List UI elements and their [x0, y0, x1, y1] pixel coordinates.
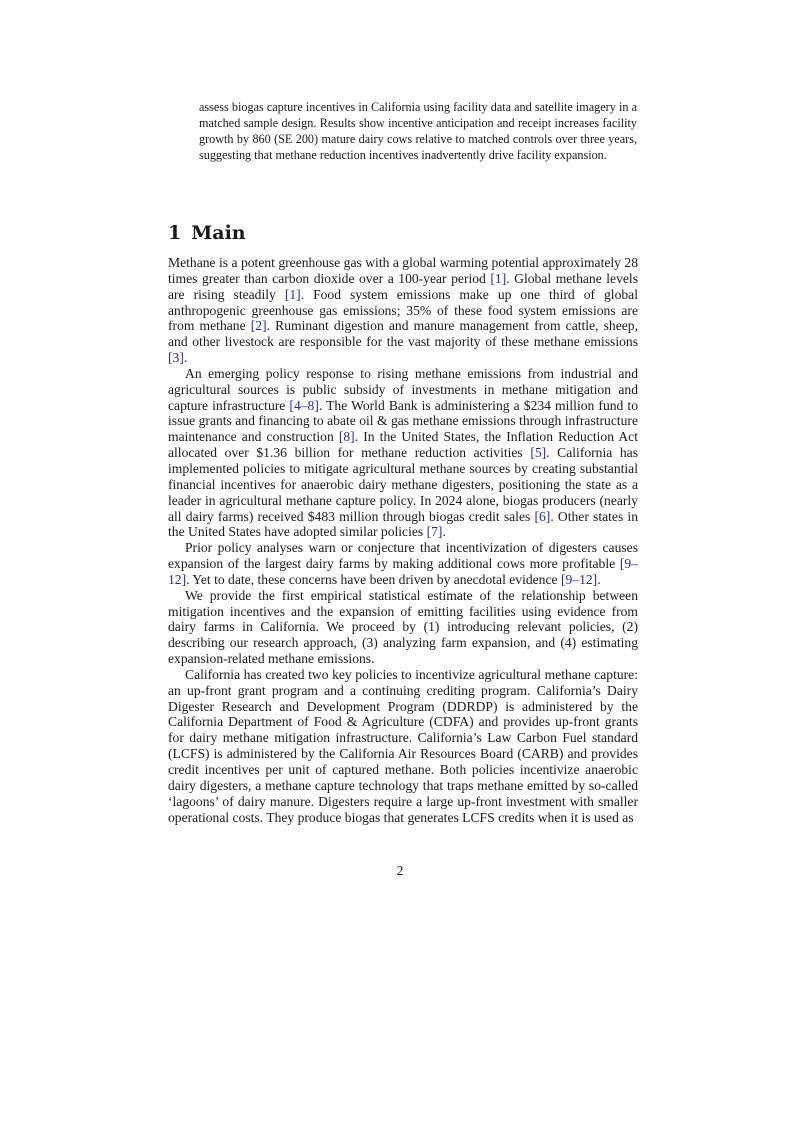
- citation-link[interactable]: [8]: [338, 429, 355, 445]
- text-run: . In the United States, the Inflation Reduction Act allocated over $1.36 billion for methane reduction activities: [168, 429, 638, 461]
- paragraph-5: California has created two key policies to incentivize agricultural methane capture: an up-front grant program and a continuing crediting program. California’s Dairy Digester Research and Development Program (DDRDP) is administered by the California Department of Food & Agriculture (CDFA) and provides up-front grants for dairy methane mitigation infrastructure. California’s Law Carbon Fuel standard (LCFS) is administered by the California Air Resources Board (CARB) and provides credit incentives per unit of captured methane. Both policies incentivize anaerobic dairy digesters, a methane capture technology that traps methane emitted by so-called ‘lagoons’ of dairy manure. Digesters require a large up-front investment with smaller operational costs. They produce biogas that generates LCFS credits when it is used as: [168, 666, 638, 825]
- text-run: . Ruminant digestion and manure management from cattle, sheep, and other livestock are responsible for the vast majority of these methane emissions: [168, 318, 638, 350]
- text-run: .: [597, 571, 601, 587]
- page-number: 2: [396, 863, 404, 878]
- text-run: . Yet to date, these concerns have been driven by anecdotal evidence: [186, 571, 561, 587]
- citation-link[interactable]: [2]: [250, 318, 267, 334]
- main-body: [168, 255, 638, 825]
- text-run: . California has implemented policies to mitigate agricultural methane sources by creating substantial financial incentives for anaerobic dairy methane digesters, positioning the state as a leader in agricultural methane capture policy. In 2024 alone, biogas producers (nearly all dairy farms) received $483 million through biogas credit sales: [168, 445, 638, 524]
- section-title: Main: [191, 222, 246, 244]
- paragraph-3: [168, 540, 638, 588]
- text-run: . Food system emissions make up one third of global anthropogenic greenhouse gas emissions; 35% of these food system emissions are from methane: [168, 286, 638, 334]
- text-run: Methane is a potent greenhouse gas with a global warming potential approximately 28 times greater than carbon dioxide over a 100-year period: [168, 255, 638, 286]
- text-run: An emerging policy response to rising methane emissions from industrial and agricultural sources is public subsidy of investments in methane mitigation and capture infrastructure: [168, 365, 638, 413]
- abstract-continuation: [199, 99, 637, 163]
- paragraph-2: [168, 366, 638, 540]
- citation-link[interactable]: [6]: [534, 508, 551, 524]
- section-heading: [168, 222, 246, 244]
- text-run: .: [183, 350, 188, 366]
- paragraph-4: We provide the first empirical statistical estimate of the relationship between mitigation incentives and the expansion of emitting facilities using evidence from dairy farms in California. We proceed by (1) introducing relevant policies, (2) describing our research approach, (3) analyzing farm expansion, and (4) estimating expansion-related methane emissions.: [168, 587, 638, 667]
- citation-link[interactable]: [5]: [530, 445, 547, 461]
- citation-link[interactable]: [7]: [426, 524, 443, 540]
- citation-link[interactable]: [9–12]: [560, 571, 598, 587]
- citation-link[interactable]: [1]: [284, 286, 301, 302]
- citation-link[interactable]: [9–12]: [168, 556, 638, 587]
- citation-link[interactable]: [1]: [490, 270, 507, 286]
- text-run: Prior policy analyses warn or conjecture that incentivization of digesters causes expansion of the largest dairy farms by making additional cows more profitable: [168, 540, 638, 572]
- abstract-text: assess biogas capture incentives in California using facility data and satellite imagery in a matched sample design. Results show incentive anticipation and receipt increases facility growth by 860 (SE 200) mature dairy cows relative to matched controls over three years, suggesting that methane reduction incentives inadvertently drive facility expansion.: [199, 100, 637, 162]
- text-run: . Other states in the United States have adopted similar policies: [168, 508, 638, 540]
- text-run: .: [442, 524, 446, 540]
- citation-link[interactable]: [3]: [168, 350, 184, 366]
- paragraph-1: [168, 255, 638, 366]
- section-number: 1: [168, 222, 182, 244]
- citation-link[interactable]: [4–8]: [289, 397, 319, 413]
- text-run: . The World Bank is administering a $234 million fund to issue grants and financing to abate oil & gas methane emissions through infrastructure maintenance and construction: [168, 397, 639, 445]
- text-run: . Global methane levels are rising steadily: [168, 270, 638, 302]
